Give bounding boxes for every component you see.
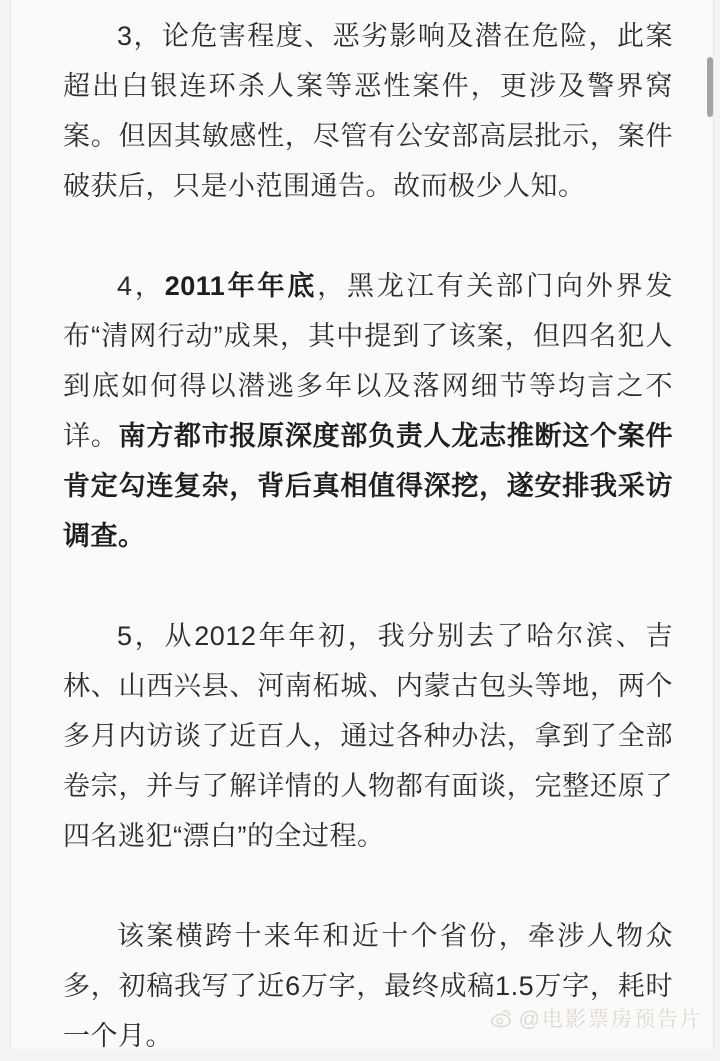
document-body: [63, 11, 673, 1061]
paragraph: [63, 11, 673, 211]
text-segment: 该案横跨十来年和近十个省份，牵涉人物众多，初稿我写了近6万字，最终成稿1.5万字，耗时一个月。: [63, 921, 673, 1051]
scrollbar-thumb[interactable]: [707, 57, 713, 117]
bold-text-segment: 南方都市报原深度部负责人龙志推断这个案件肯定勾连复杂，背后真相值得深挖，遂安排我采访调查。: [63, 421, 674, 551]
text-segment: ，黑龙江有关部门向外界发布“清网行动”成果，其中提到了该案，但四名犯人到底如何得以潜逃多年以及落网细节等均言之不详。: [63, 271, 673, 451]
paragraph: [63, 261, 673, 561]
document-page: [10, 0, 714, 1049]
paragraph: [63, 611, 673, 861]
watermark-text: @电影票房预告片: [518, 1008, 703, 1031]
text-segment: 4，: [117, 271, 165, 301]
weibo-logo-icon: [490, 1008, 512, 1028]
watermark: [490, 1003, 703, 1033]
text-segment: 5，从2012年年初，我分别去了哈尔滨、吉林、山西兴县、河南柘城、内蒙古包头等地，两个多月内访谈了近百人，通过各种办法，拿到了全部卷宗，并与了解详情的人物都有面谈，完整还原了四名逃犯“漂白”的全过程。: [63, 621, 673, 851]
text-segment: 3，论危害程度、恶劣影响及潜在危险，此案超出白银连环杀人案等恶性案件，更涉及警界窝案。但因其敏感性，尽管有公安部高层批示，案件破获后，只是小范围通告。故而极少人知。: [63, 21, 673, 201]
bold-text-segment: 2011年年底: [164, 271, 318, 301]
paragraph: [63, 911, 673, 1061]
